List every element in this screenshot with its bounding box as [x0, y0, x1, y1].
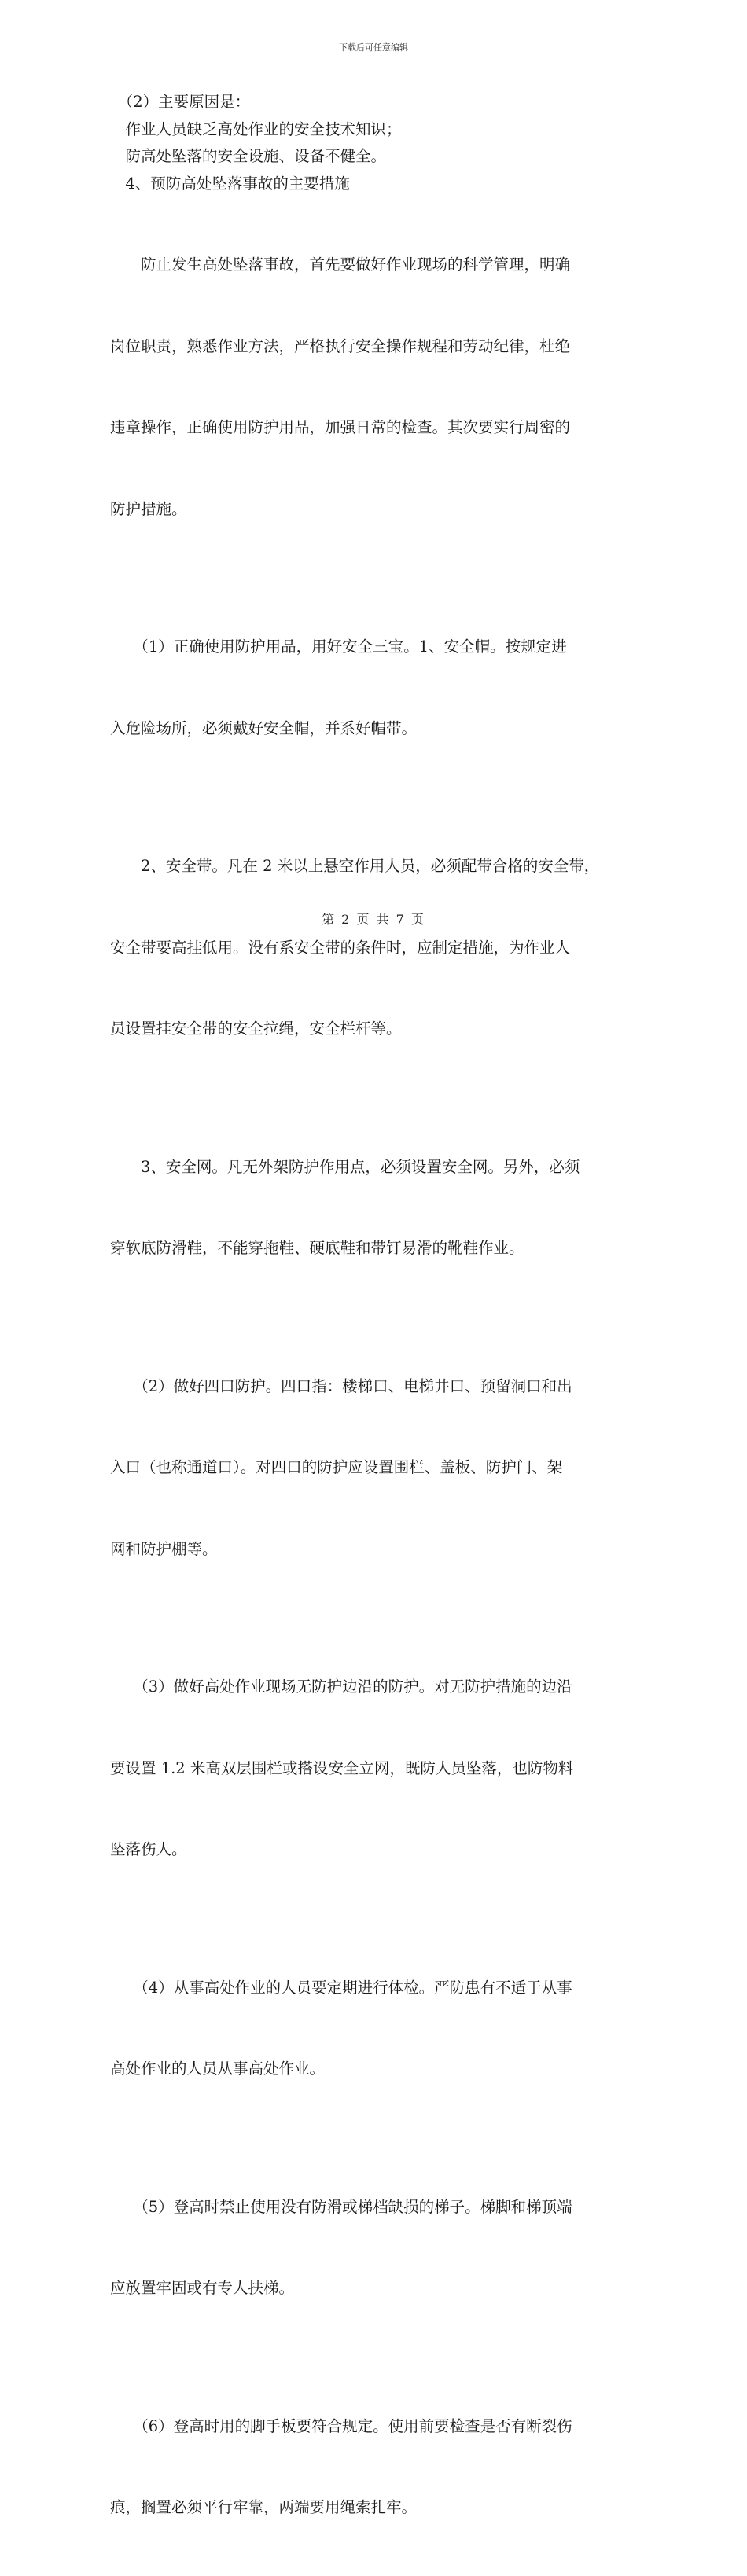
- text-line: 防高处坠落的安全设施、设备不健全。: [110, 147, 387, 165]
- paragraph-6: [110, 579, 637, 796]
- text-line: 入口（也称通道口）。对四口的防护应设置围栏、盖板、防护门、架: [110, 1458, 563, 1476]
- paragraph-8: [110, 1100, 637, 1317]
- paragraph-11: [110, 1920, 637, 2137]
- text-line: 防护措施。: [110, 499, 187, 518]
- paragraph-4-heading: [110, 171, 637, 198]
- text-line: 员设置挂安全带的安全拉绳，安全栏杆等。: [110, 1020, 402, 1038]
- text-line: （2）做好四口防护。四口指：楼梯口、电梯井口、预留洞口和出: [110, 1376, 572, 1395]
- paragraph-13: [110, 2359, 637, 2576]
- text-line: 痕，搁置必须平行牢靠，两端要用绳索扎牢。: [110, 2498, 418, 2516]
- document-body: [110, 89, 637, 2576]
- text-line: 2、安全带。凡在 2 米以上悬空作用人员，必须配带合格的安全带，: [110, 857, 600, 875]
- text-line: 要设置 1.2 米高双层围栏或搭设安全立网，既防人员坠落，也防物料: [110, 1758, 574, 1777]
- text-line: 作业人员缺乏高处作业的安全技术知识；: [110, 119, 402, 138]
- paragraph-12: [110, 2140, 637, 2357]
- paragraph-5: [110, 197, 637, 577]
- text-line: （3）做好高处作业现场无防护边沿的防护。对无防护措施的边沿: [110, 1678, 572, 1696]
- paragraph-2: [110, 116, 637, 144]
- paragraph-3: [110, 143, 637, 171]
- text-line: 坠落伤人。: [110, 1840, 187, 1858]
- text-line: （2）主要原因是：: [110, 93, 251, 111]
- text-line: 岗位职责，熟悉作业方法，严格执行安全操作规程和劳动纪律，杜绝: [110, 336, 571, 355]
- text-line: （1）正确使用防护用品，用好安全三宝。1、安全帽。按规定进: [110, 638, 567, 656]
- text-line: 入危险场所，必须戴好安全帽，并系好帽带。: [110, 718, 418, 737]
- text-line: 4、预防高处坠落事故的主要措施: [110, 174, 350, 193]
- text-line: 应放置牢固或有专人扶梯。: [110, 2279, 295, 2297]
- paragraph-1: [110, 89, 637, 116]
- page-header: 下载后可任意编辑: [339, 42, 408, 53]
- paragraph-10: [110, 1619, 637, 1918]
- paragraph-7: [110, 799, 637, 1097]
- text-line: 3、安全网。凡无外架防护作用点，必须设置安全网。另外，必须: [110, 1157, 580, 1176]
- text-line: 防止发生高处坠落事故，首先要做好作业现场的科学管理，明确: [110, 255, 571, 274]
- page-footer: 第 2 页 共 7 页: [322, 912, 425, 927]
- text-line: 安全带要高挂低用。没有系安全带的条件时，应制定措施，为作业人: [110, 938, 571, 957]
- text-line: （6）登高时用的脚手板要符合规定。使用前要检查是否有断裂伤: [110, 2416, 572, 2435]
- text-line: 高处作业的人员从事高处作业。: [110, 2060, 326, 2078]
- text-line: 穿软底防滑鞋，不能穿拖鞋、硬底鞋和带钉易滑的靴鞋作业。: [110, 1239, 524, 1257]
- text-line: （4）从事高处作业的人员要定期进行体检。严防患有不适于从事: [110, 1978, 572, 1997]
- text-line: 违章操作，正确使用防护用品，加强日常的检查。其次要实行周密的: [110, 418, 571, 436]
- text-line: （5）登高时禁止使用没有防滑或梯档缺损的梯子。梯脚和梯顶端: [110, 2197, 572, 2216]
- paragraph-9: [110, 1319, 637, 1618]
- text-line: 网和防护棚等。: [110, 1539, 218, 1558]
